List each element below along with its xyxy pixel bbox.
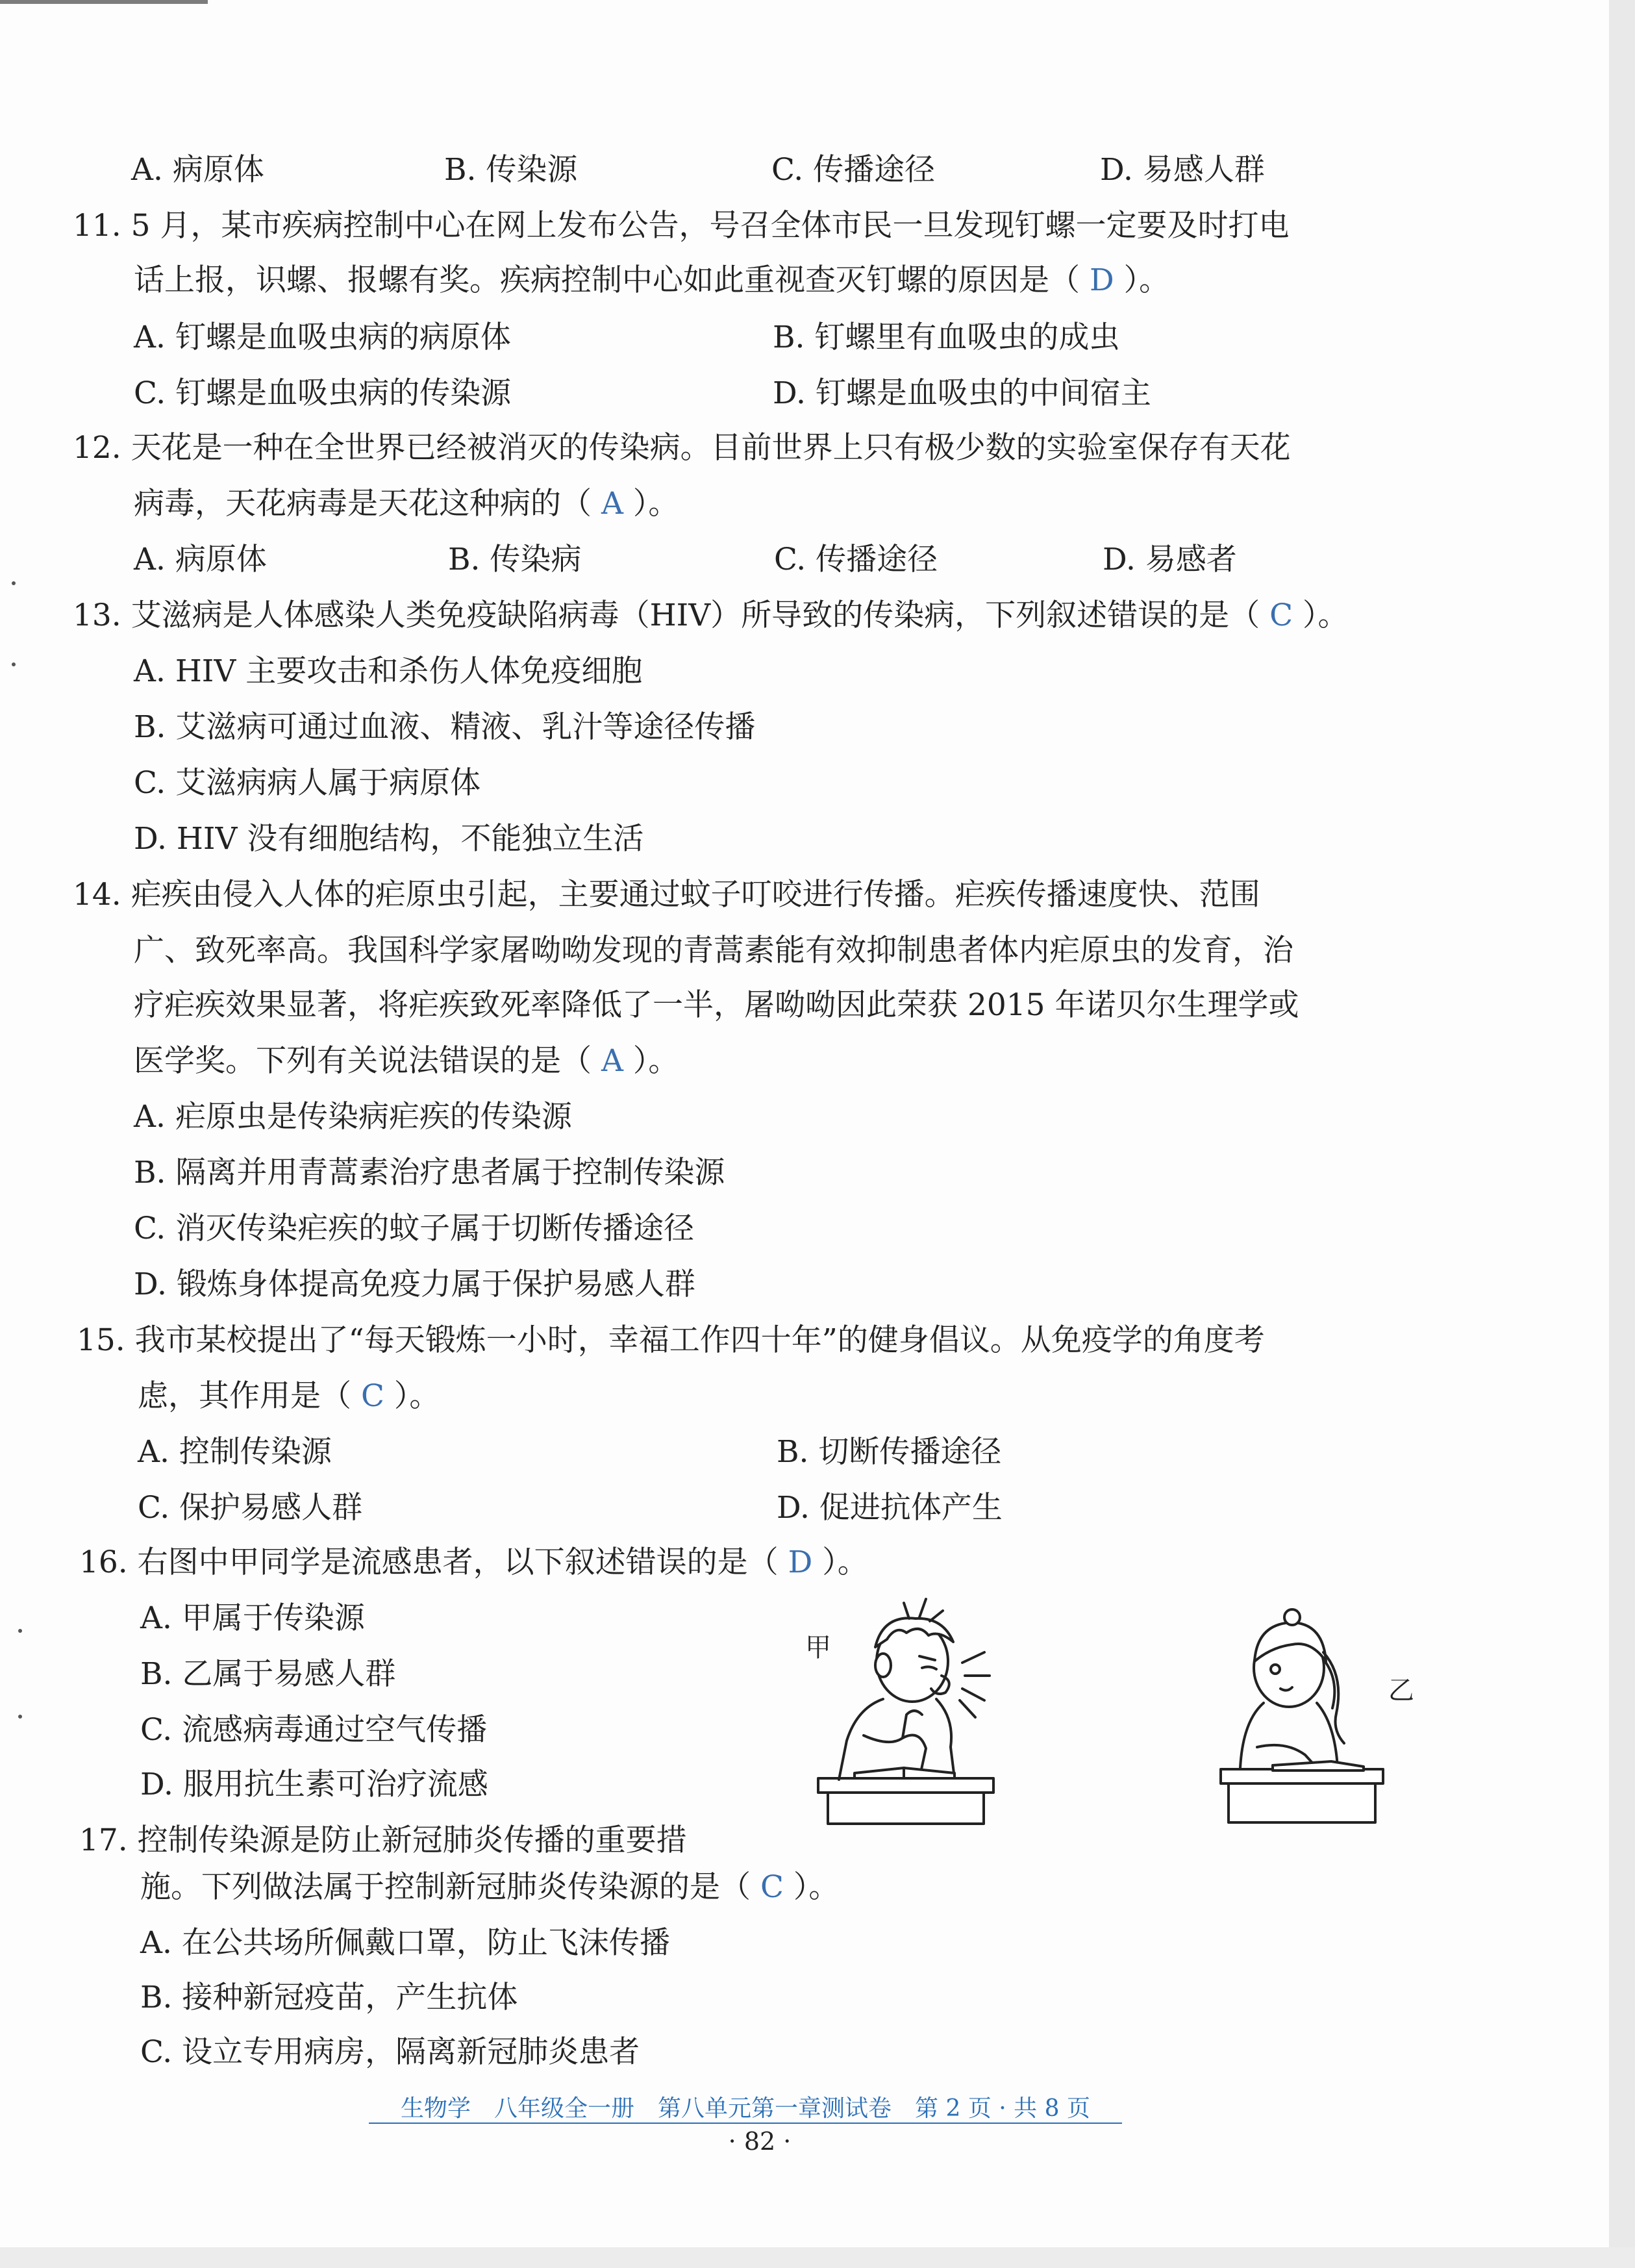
label-yi: 乙 [1388, 1676, 1414, 1705]
q11-option-d: D. 钉螺是血吸虫的中间宿主 [773, 375, 1151, 411]
q16-illustration [792, 1585, 1442, 1832]
q13-answer: C [1269, 598, 1293, 633]
q11-option-c: C. 钉螺是血吸虫病的传染源 [134, 375, 512, 411]
scan-edge [0, 0, 208, 4]
q12-option-c: C. 传播途径 [774, 542, 938, 577]
q14-option-c: C. 消灭传染疟疾的蚊子属于切断传播途径 [134, 1211, 695, 1246]
q13-option-a: A. HIV 主要攻击和杀伤人体免疫细胞 [134, 653, 643, 689]
page-number: · 82 · [728, 2127, 792, 2156]
q14-option-a: A. 疟原虫是传染病疟疾的传染源 [134, 1099, 572, 1135]
q16-option-c: C. 流感病毒通过空气传播 [140, 1712, 488, 1748]
q14-stem-line4: 医学奖。下列有关说法错误的是（ A ）。 [134, 1043, 679, 1079]
q12-option-b: B. 传染病 [448, 542, 582, 577]
q17-option-b: B. 接种新冠疫苗，产生抗体 [140, 1980, 518, 2015]
q17-answer: C [760, 1869, 784, 1905]
q14-stem-line1: 14. 疟疾由侵入人体的疟原虫引起，主要通过蚊子叮咬进行传播。疟疾传播速度快、范围 [73, 877, 1260, 913]
q16-option-a: A. 甲属于传染源 [140, 1600, 365, 1636]
q17-stem-line1: 17. 控制传染源是防止新冠肺炎传播的重要措 [79, 1822, 687, 1858]
margin-mark [18, 1715, 22, 1719]
student-jia-figure [818, 1599, 993, 1824]
q16-answer: D [788, 1544, 813, 1580]
q13-option-d: D. HIV 没有细胞结构，不能独立生活 [134, 821, 644, 857]
q14-stem-line3: 疗疟疾效果显著，将疟疾致死率降低了一半，屠呦呦因此荣获 2015 年诺贝尔生理学或 [134, 987, 1299, 1023]
q11-stem-line1: 11. 5 月，某市疾病控制中心在网上发布公告，号召全体市民一旦发现钉螺一定要及时打电 [73, 208, 1290, 244]
q15-option-a: A. 控制传染源 [138, 1434, 332, 1470]
q12-option-a: A. 病原体 [134, 542, 267, 577]
label-jia: 甲 [805, 1633, 831, 1662]
q13-option-c: C. 艾滋病病人属于病原体 [134, 765, 481, 801]
q13-option-b: B. 艾滋病可通过血液、精液、乳汁等途径传播 [134, 709, 756, 745]
page-bottom-shadow [0, 2247, 1635, 2268]
q16-option-b: B. 乙属于易感人群 [140, 1656, 396, 1692]
q12-stem-line2: 病毒，天花病毒是天花这种病的（ A ）。 [134, 486, 679, 522]
q15-option-d: D. 促进抗体产生 [777, 1490, 1003, 1526]
margin-mark [12, 662, 16, 666]
q14-option-d: D. 锻炼身体提高免疫力属于保护易感人群 [134, 1266, 695, 1302]
q14-answer: A [601, 1043, 623, 1079]
q17-option-a: A. 在公共场所佩戴口罩，防止飞沫传播 [140, 1925, 670, 1961]
q12-answer: A [601, 486, 623, 522]
q15-stem-line2: 虑，其作用是（ C ）。 [138, 1378, 440, 1414]
q13-stem-line1: 13. 艾滋病是人体感染人类免疫缺陷病毒（HIV）所导致的传染病，下列叙述错误的是（ C ）。 [73, 598, 1349, 633]
q17-stem-line2: 施。下列做法属于控制新冠肺炎传染源的是（ C ）。 [140, 1869, 840, 1905]
q12-option-d: D. 易感者 [1103, 542, 1237, 577]
q15-stem-line1: 15. 我市某校提出了“每天锻炼一小时，幸福工作四十年”的健身倡议。从免疫学的角度考 [77, 1322, 1265, 1358]
q11-stem-line2: 话上报，识螺、报螺有奖。疾病控制中心如此重视查灭钉螺的原因是（ D ）。 [134, 262, 1170, 298]
margin-mark [18, 1629, 22, 1633]
q15-option-b: B. 切断传播途径 [777, 1434, 1002, 1470]
q10-option-b: B. 传染源 [444, 152, 578, 188]
footer-underline [369, 2123, 1122, 2124]
q16-stem-line1: 16. 右图中甲同学是流感患者，以下叙述错误的是（ D ）。 [79, 1544, 868, 1580]
q10-option-c: C. 传播途径 [771, 152, 936, 188]
footer-title: 生物学 八年级全一册 第八单元第一章测试卷 第 2 页 · 共 8 页 [401, 2095, 1090, 2122]
q11-answer: D [1089, 262, 1114, 298]
student-yi-figure [1221, 1609, 1383, 1822]
q10-option-d: D. 易感人群 [1100, 152, 1265, 188]
q14-option-b: B. 隔离并用青蒿素治疗患者属于控制传染源 [134, 1155, 725, 1191]
q10-option-a: A. 病原体 [131, 152, 264, 188]
q11-option-b: B. 钉螺里有血吸虫的成虫 [773, 320, 1120, 355]
page-edge-shadow [1609, 0, 1635, 2268]
q15-answer: C [360, 1378, 384, 1414]
q11-option-a: A. 钉螺是血吸虫病的病原体 [134, 320, 511, 355]
q12-stem-line1: 12. 天花是一种在全世界已经被消灭的传染病。目前世界上只有极少数的实验室保存有天花 [73, 430, 1291, 466]
margin-mark [12, 581, 16, 585]
q14-stem-line2: 广、致死率高。我国科学家屠呦呦发现的青蒿素能有效抑制患者体内疟原虫的发育，治 [134, 933, 1293, 968]
q17-option-c: C. 设立专用病房，隔离新冠肺炎患者 [140, 2034, 640, 2070]
q15-option-c: C. 保护易感人群 [138, 1490, 363, 1526]
q16-option-d: D. 服用抗生素可治疗流感 [140, 1767, 488, 1802]
